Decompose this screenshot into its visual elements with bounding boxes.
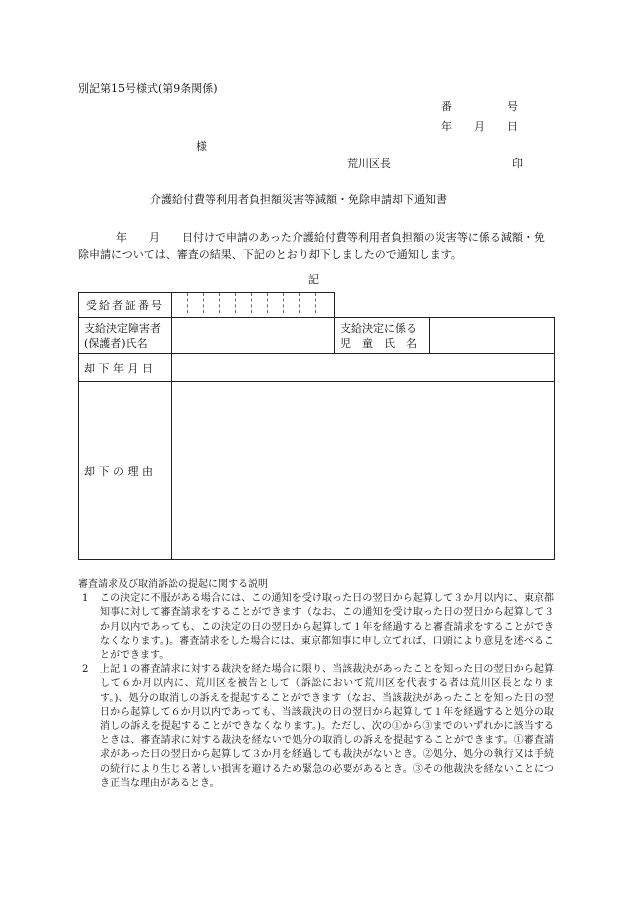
rejection-reason-field[interactable]: [172, 382, 555, 560]
note-text: この決定に不服がある場合には、この通知を受け取った日の翌日から起算して３か月以内に、東京都知事に対して審査請求をすることができます（なお、この通知を受け取った日の翌日から起算して３か月以内であっても、この決定の日の翌日から起算して１年を経過すると審査請求をすることができなくなります。)。審査請求をした場合には、東京都知事に申し立てれば、口頭により意見を述べることができます。: [100, 593, 554, 662]
ki-mark: 記: [308, 273, 319, 286]
id-digit-box[interactable]: [236, 293, 252, 313]
recipient-id-field[interactable]: [172, 293, 335, 318]
note-item: [78, 663, 554, 791]
document-title: 介護給付費等利用者負担額災害等減額・免除申請却下通知書: [150, 193, 447, 206]
id-digit-box[interactable]: [220, 293, 236, 313]
id-digit-box[interactable]: [188, 293, 204, 313]
rejection-reason-label: 却 下 の 理 由: [84, 464, 153, 478]
rejection-date-label: 却 下 年 月 日: [84, 361, 153, 375]
rejection-form-table: [78, 292, 555, 560]
rejection-reason-label-cell: [79, 382, 172, 560]
issuer-name: 荒川区長: [347, 157, 391, 170]
id-digit-box[interactable]: [300, 293, 316, 313]
guardian-label-line1: 支給決定障害者: [84, 321, 161, 335]
note-item: [78, 592, 554, 663]
rejection-date-label-cell: [79, 354, 172, 382]
id-digit-box[interactable]: [316, 293, 331, 313]
recipient-id-digit-boxes: [172, 293, 334, 317]
child-name-field[interactable]: [430, 318, 555, 354]
issue-date-label: 年 月 日: [441, 120, 518, 133]
appeal-notes: [78, 578, 554, 791]
recipient-id-label-cell: [79, 293, 172, 318]
rejection-date-field[interactable]: [172, 354, 555, 382]
id-digit-box[interactable]: [284, 293, 300, 313]
seal-mark: 印: [512, 157, 523, 170]
note-text: 上記１の審査請求に対する裁決を経た場合に限り、当該裁決があったことを知った日の翌日から起算して６か月以内に、荒川区を被告として（訴訟において荒川区を代表する者は荒川区長となります。)、処分の取消しの訴えを提起することができます（なお、当該裁決があったことを知った日の翌日から起算して６か月以内であっても、当該裁決の日の翌日から起算して１年を経過すると処分の取消しの訴えを提起することができなくなります。)。ただし、次の①から③までのいずれかに該当するときは、審査請求に対する裁決を経ないで処分の取消しの訴えを提起することができます。①審査請求があった日の翌日から起算して３か月を経過しても裁決がないとき。②処分、処分の執行又は手続の続行により生じる著しい損害を避けるため緊急の必要があるとき。③その他裁決を経ないことにつき正当な理由があるとき。: [100, 664, 554, 789]
id-digit-box[interactable]: [268, 293, 284, 313]
child-label-line2: 児 童 氏 名: [340, 336, 417, 350]
id-digit-box[interactable]: [204, 293, 220, 313]
child-label-line1: 支給決定に係る: [340, 321, 417, 335]
form-number-label: 別記第15号様式(第9条関係): [78, 82, 218, 95]
addressee-suffix: 様: [196, 140, 207, 153]
guardian-name-field[interactable]: [172, 318, 335, 354]
id-digit-box[interactable]: [172, 293, 188, 313]
recipient-id-label: 受給者証番号: [86, 299, 164, 312]
id-digit-box[interactable]: [252, 293, 268, 313]
document-number-label: 番 号: [441, 100, 518, 113]
notes-heading: 審査請求及び取消訴訟の提起に関する説明: [78, 579, 268, 590]
note-number: 1: [82, 593, 89, 605]
notice-body-text: 年 月 日付けで申請のあった介護給付費等利用者負担額の災害等に係る減額・免除申請については、審査の結果、下記のとおり却下しましたので通知します。: [78, 231, 545, 261]
empty-area: [335, 293, 555, 318]
child-label-cell: [335, 318, 430, 354]
note-number: 2: [82, 664, 89, 676]
guardian-label-cell: [79, 318, 172, 354]
guardian-label-line2: (保護者)氏名: [84, 336, 148, 350]
